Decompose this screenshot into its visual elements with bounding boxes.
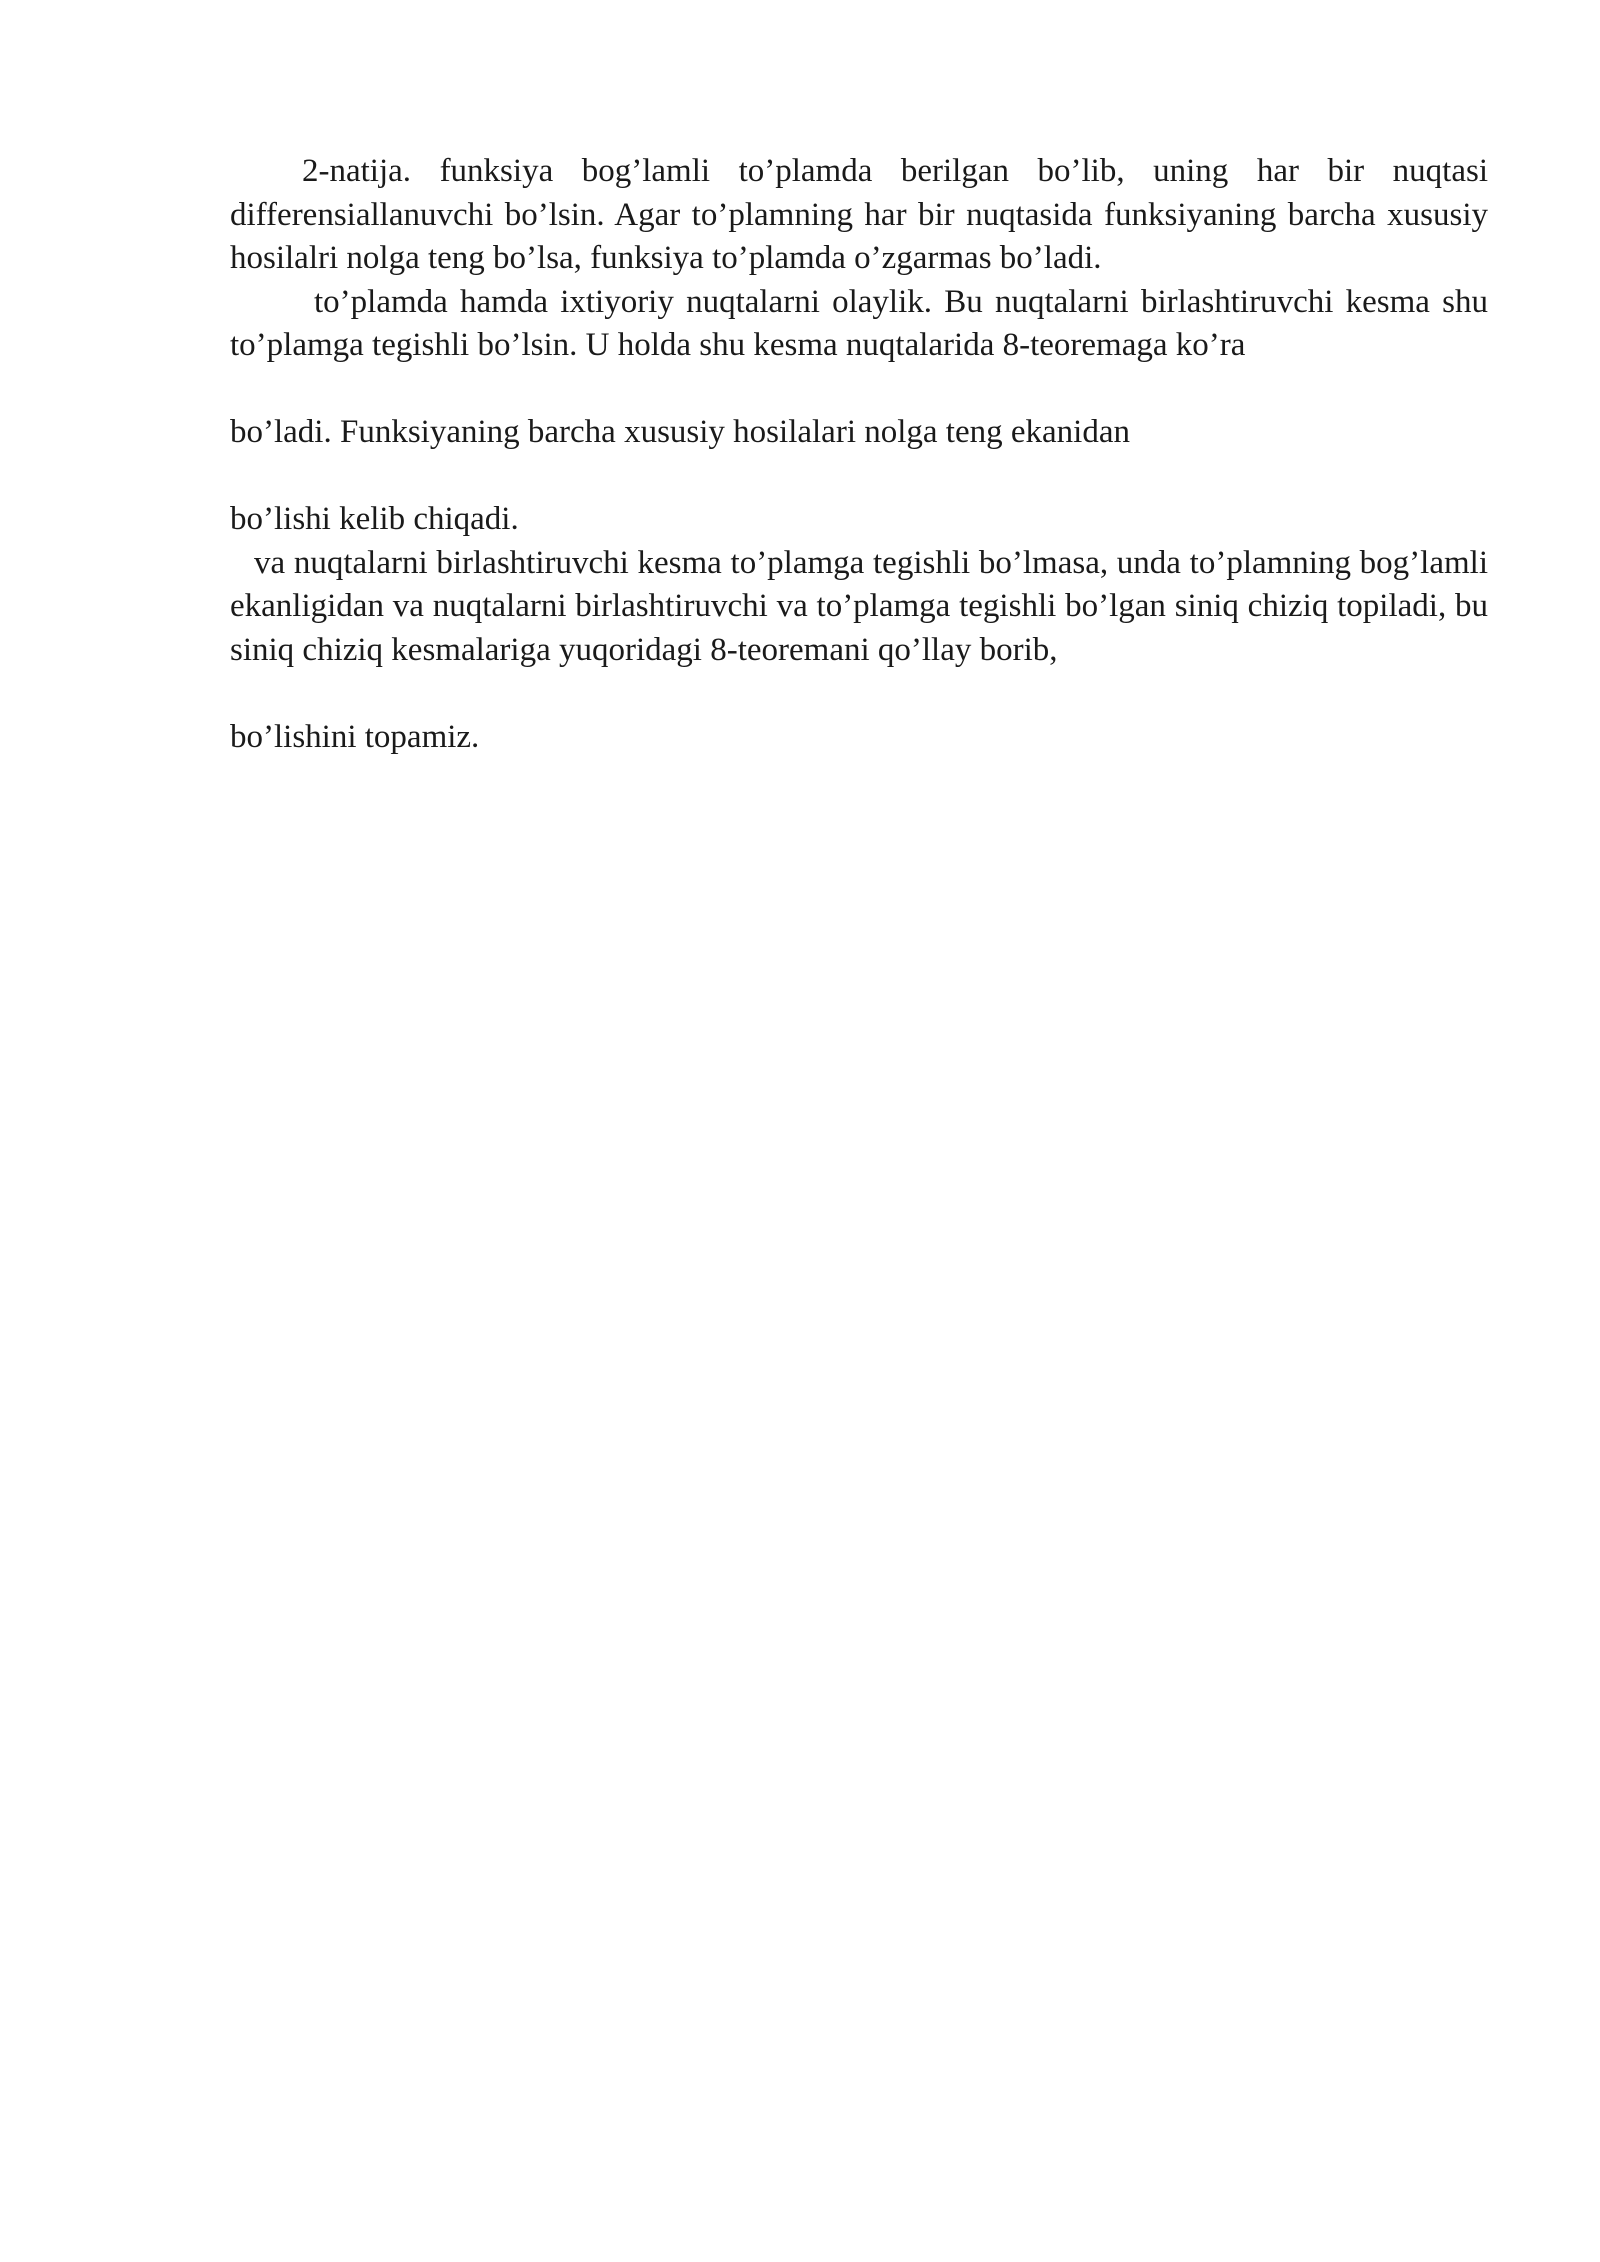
paragraph-derivatives-zero: bo’ladi. Funksiyaning barcha xususiy hosilalari nolga teng ekanidan	[230, 414, 1130, 450]
paragraph-polyline-case: va nuqtalarni birlashtiruvchi kesma to’plamga tegishli bo’lmasa, unda to’plamning bog’lamli ekanligidan va nuqtalarni birlashtiruvchi va to’plamga tegishli bo’lgan siniq chiziq topiladi, bu siniq chiziq kesmalariga yuqoridagi 8-teoremani qo’llay borib,	[230, 544, 1488, 668]
formula-gap	[230, 368, 1488, 412]
paragraph-final: bo’lishini topamiz.	[230, 718, 480, 755]
paragraph-corollary: 2-natija. funksiya bog’lamli to’plamda berilgan bo’lib, uning har bir nuqtasi differensiallanuvchi bo’lsin. Agar to’plamning har bir nuqtasida funksiyaning barcha xususiy hosilalri nolga teng bo’lsa, funksiya to’plamda o’zgarmas bo’ladi.	[230, 153, 1488, 276]
paragraph-proof-start: to’plamda hamda ixtiyoriy nuqtalarni olaylik. Bu nuqtalarni birlashtiruvchi kesma shu to’plamga tegishli bo’lsin. U holda shu kesma nuqtalarida 8-teoremaga ko’ra	[230, 283, 1488, 363]
formula-gap	[230, 672, 1488, 716]
document-body	[230, 150, 1488, 759]
paragraph-conclusion: bo’lishi kelib chiqadi.	[230, 501, 519, 537]
formula-gap	[230, 455, 1488, 499]
